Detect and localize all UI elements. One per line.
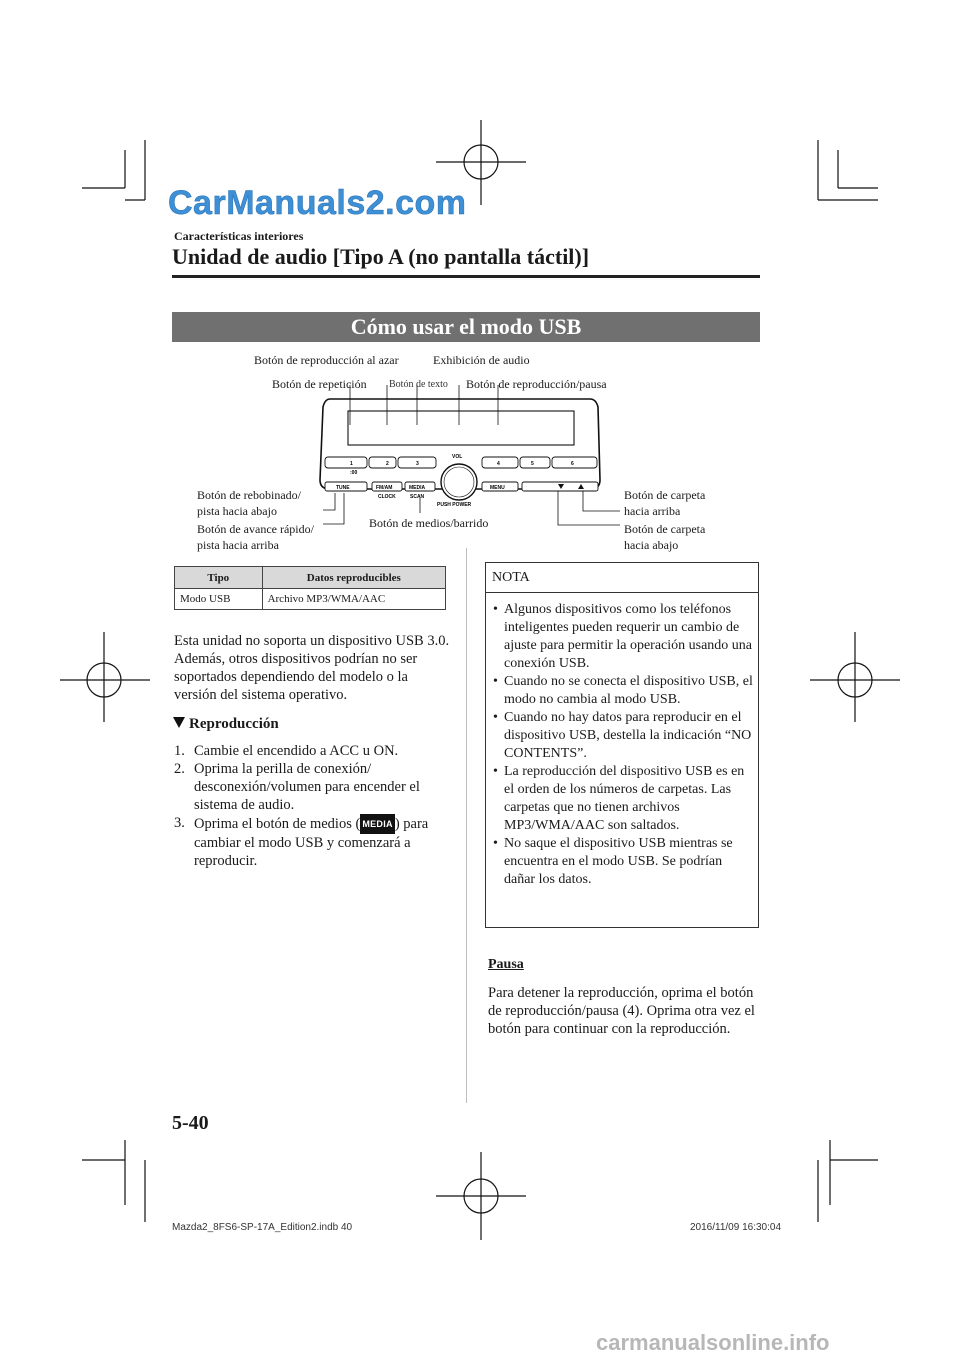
label-folder-down-2: hacia abajo <box>624 538 679 552</box>
column-divider <box>466 548 467 1103</box>
table-cell-type: Modo USB <box>175 589 263 610</box>
footer-timestamp: 2016/11/09 16:30:04 <box>690 1222 782 1233</box>
label-shuffle: Botón de reproducción al azar <box>254 353 399 367</box>
nota-item: • Cuando no se conecta el dispositivo USB, el modo no cambia al modo USB. <box>493 674 753 707</box>
label-media-scan: Botón de medios/barrido <box>369 516 489 530</box>
tune-label: TUNE <box>336 485 350 491</box>
label-folder-up-1: Botón de carpeta <box>624 488 706 502</box>
watermark-bottom: carmanualsonline.info <box>596 1330 830 1355</box>
key-4: 4 <box>497 461 500 467</box>
nota-item-text: La reproducción del dispositivo USB es en el orden de los números de carpetas. Las carpetas que no tienen archivos MP3/WMA/AAC son saltados. <box>504 764 745 833</box>
label-fastfwd-2: pista hacia arriba <box>197 538 279 552</box>
section-label: Características interiores <box>174 229 304 243</box>
vol-label: VOL <box>452 454 463 460</box>
key-3: 3 <box>416 461 419 467</box>
nota-box <box>485 562 759 928</box>
nota-item: • Cuando no hay datos para reproducir en el dispositivo USB, destella la indicación “NO CONTENTS”. <box>493 710 752 761</box>
fm-am-label: FM/AM <box>376 485 393 491</box>
nota-item: • No saque el dispositivo USB mientras se encuentra en el modo USB. Se podrían dañar los datos. <box>493 836 733 887</box>
nota-item-text: No saque el dispositivo USB mientras se encuentra en el modo USB. Se podrían dañar los datos. <box>504 836 733 887</box>
table-header-data: Datos reproducibles <box>262 567 445 589</box>
steps-list <box>174 742 454 870</box>
footer-file: Mazda2_8FS6-SP-17A_Edition2.indb 40 <box>172 1222 353 1233</box>
media-label: MEDIA <box>409 485 426 491</box>
nota-item-text: Algunos dispositivos como los teléfonos inteligentes pueden requerir un cambio de ajuste para permitir la operación usando una conexión USB. <box>504 602 753 671</box>
label-repeat: Botón de repetición <box>272 377 367 391</box>
key-1: 1 <box>350 461 353 467</box>
playable-data-table <box>174 566 446 610</box>
pausa-heading: Pausa <box>488 957 524 972</box>
step-3-text-before: Oprima el botón de medios ( <box>194 816 361 832</box>
push-power-label: PUSH POWER <box>437 502 472 508</box>
nota-title: NOTA <box>486 563 758 593</box>
label-audio-display: Exhibición de audio <box>433 353 530 367</box>
page-number: 5-40 <box>172 1112 209 1134</box>
step-1-text: Cambie el encendido a ACC u ON. <box>194 743 399 759</box>
table-cell-data: Archivo MP3/WMA/AAC <box>262 589 445 610</box>
label-text: Botón de texto <box>389 379 448 390</box>
key-2: 2 <box>386 461 389 467</box>
triangle-marker-icon <box>173 717 185 728</box>
menu-label: MENU <box>490 485 505 491</box>
step-2 <box>174 760 454 814</box>
label-folder-down-1: Botón de carpeta <box>624 522 706 536</box>
clock-label: CLOCK <box>378 494 396 500</box>
scan-label: SCAN <box>410 494 425 500</box>
media-button-icon: MEDIA <box>360 814 395 834</box>
label-play-pause: Botón de reproducción/pausa <box>466 377 607 391</box>
nota-item-text: Cuando no hay datos para reproducir en el dispositivo USB, destella la indicación “NO CONTENTS”. <box>504 710 752 761</box>
nota-item: • Algunos dispositivos como los teléfonos inteligentes pueden requerir un cambio de ajuste para permitir la operación usando una conexión USB. <box>493 602 753 671</box>
table-row <box>175 589 446 610</box>
header-rule <box>172 275 760 278</box>
label-rewind-2: pista hacia abajo <box>197 504 277 518</box>
table-header-row <box>175 567 446 589</box>
audio-unit-illustration <box>180 385 650 545</box>
intro-paragraph: Esta unidad no soporta un dispositivo USB 3.0. Además, otros dispositivos podrían no ser soportados dependiendo del modelo o la versión del sistema operativo. <box>174 633 450 703</box>
chapter-title: Unidad de audio [Tipo A (no pantalla táctil)] <box>172 244 590 269</box>
label-fastfwd-1: Botón de avance rápido/ <box>197 522 314 536</box>
nota-item: • La reproducción del dispositivo USB es en el orden de los números de carpetas. Las carpetas que no tienen archivos MP3/WMA/AAC son saltados. <box>493 764 745 833</box>
step-1 <box>174 742 454 760</box>
section-banner: Cómo usar el modo USB <box>172 312 760 342</box>
step-2-text: Oprima la perilla de conexión/ desconexión/volumen para encender el sistema de audio. <box>194 761 420 813</box>
step-3 <box>174 814 454 870</box>
key-00: :00 <box>350 470 358 476</box>
reproduccion-heading-text: Reproducción <box>189 716 279 732</box>
key-5: 5 <box>531 461 534 467</box>
watermark-logo: CarManuals2.com <box>168 184 467 222</box>
step-2-num: 2. <box>174 761 185 777</box>
nota-item-text: Cuando no se conecta el dispositivo USB, el modo no cambia al modo USB. <box>504 674 753 707</box>
label-folder-up-2: hacia arriba <box>624 504 681 518</box>
nota-list <box>486 601 758 889</box>
step-1-num: 1. <box>174 743 185 759</box>
key-6: 6 <box>571 461 574 467</box>
step-3-text-after: ) para cambiar el modo USB y comenzará a reproducir. <box>194 816 429 869</box>
label-rewind-1: Botón de rebobinado/ <box>197 488 301 502</box>
pausa-paragraph: Para detener la reproducción, oprima el botón de reproducción/pausa (4). Oprima otra vez el botón para continuar con la reproducción. <box>488 985 755 1037</box>
table-header-type: Tipo <box>175 567 263 589</box>
reproduccion-heading <box>173 716 279 733</box>
step-3-num: 3. <box>174 815 185 831</box>
